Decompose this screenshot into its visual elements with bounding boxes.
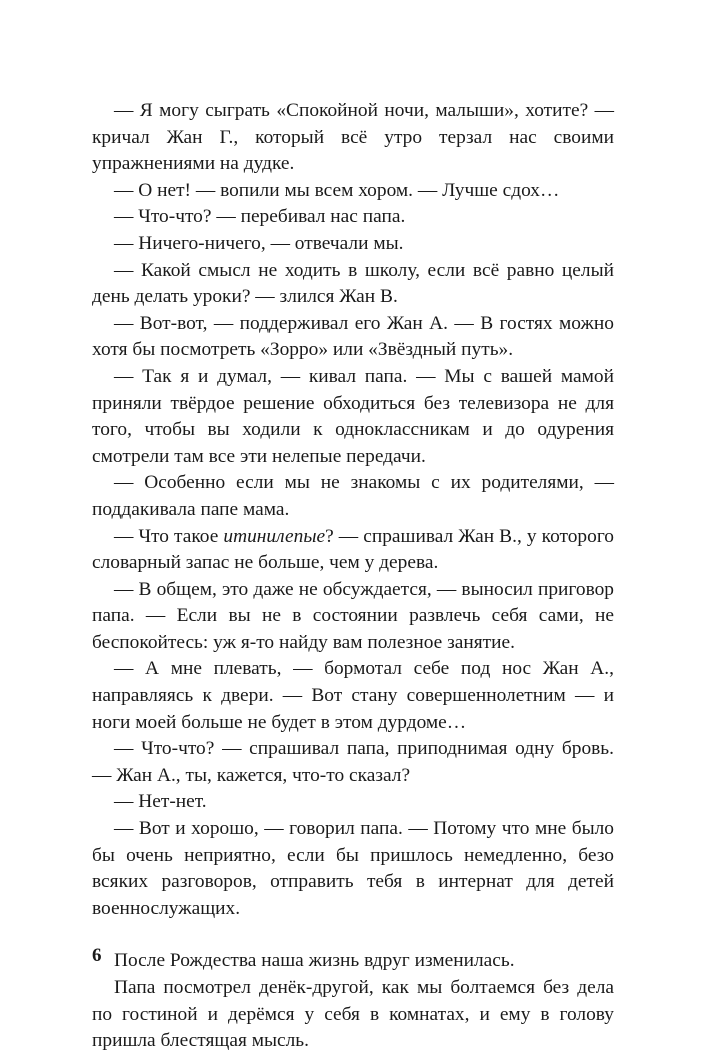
- paragraph: После Рождества наша жизнь вдруг изменилась.: [114, 950, 515, 972]
- page-number: 6: [92, 945, 102, 966]
- paragraph: — Какой смысл не ходить в школу, если всё равно целый день делать уроки? — злился Жан В.: [92, 259, 614, 308]
- paragraph: — Что-что? — спрашивал папа, приподнимая одну бровь. — Жан А., ты, кажется, что-то сказал?: [92, 738, 614, 786]
- paragraph: — Вот и хорошо, — говорил папа. — Потому что мне было бы очень неприятно, если бы пришлось немедленно, безо всяких разговоров, отправить тебя в интернат для детей военнослужащих.: [92, 818, 614, 919]
- paragraph: — Что-что? — перебивал нас папа.: [114, 206, 406, 228]
- paragraph: — Ничего-ничего, — отвечали мы.: [114, 232, 404, 254]
- paragraph: — А мне плевать, — бормотал себе под нос Жан А., направляясь к двери. — Вот стану совершеннолетним — и ноги моей больше не будет в этом дурдоме…: [92, 658, 614, 733]
- paragraph: — В общем, это даже не обсуждается, — выносил приговор папа. — Если вы не в состоянии развлечь себя сами, не беспокойтесь: уж я-то найду вам полезное занятие.: [92, 578, 614, 653]
- paragraph: — Особенно если мы не знакомы с их родителями, — поддакивала папе мама.: [92, 472, 614, 520]
- paragraph: Папа посмотрел денёк-другой, как мы болтаемся без дела по гостиной и дерёмся у себя в комнатах, и ему в голову пришла блестящая мысль.: [92, 977, 614, 1052]
- section-gap: [92, 922, 614, 948]
- page-text: [92, 98, 614, 1055]
- paragraph: — О нет! — вопили мы всем хором. — Лучше сдох…: [114, 179, 560, 201]
- italic-word: итинилепые: [223, 525, 326, 547]
- paragraph: — Так я и думал, — кивал папа. — Мы с вашей мамой приняли твёрдое решение обходиться без телевизора не для того, чтобы вы ходили к одноклассникам и до одурения смотрели там все эти нелепые передачи.: [92, 365, 614, 467]
- paragraph: [92, 524, 614, 577]
- paragraph: — Вот-вот, — поддерживал его Жан А. — В гостях можно хотя бы посмотреть «Зорро» или «Звёздный путь».: [92, 312, 614, 361]
- paragraph: — Я могу сыграть «Спокойной ночи, малыши», хотите? — кричал Жан Г., который всё утро терзал нас своими упражнениями на дудке.: [92, 100, 614, 175]
- paragraph: — Нет-нет.: [114, 791, 207, 813]
- paragraph-text: ? — спрашивал Жан В., у которого словарный запас не больше, чем у дерева.: [92, 525, 614, 574]
- paragraph-text: — Что такое: [114, 525, 224, 547]
